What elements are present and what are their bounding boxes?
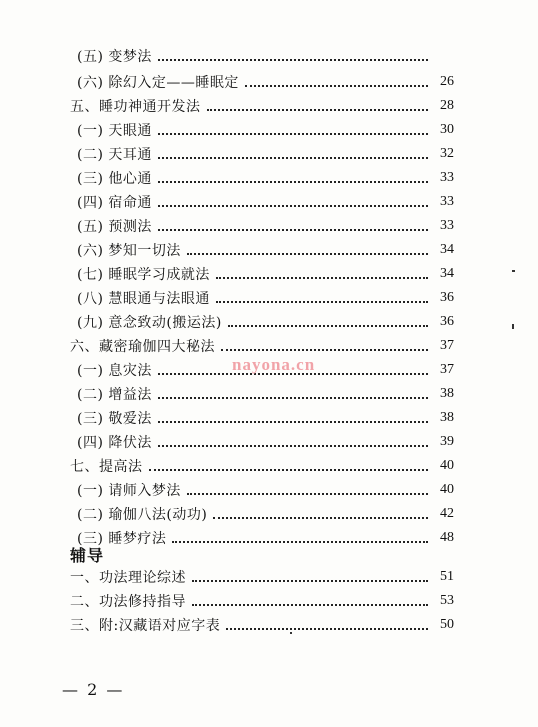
dot-leader (207, 106, 429, 111)
dot-leader (187, 250, 428, 255)
toc-entry-page: 39 (440, 434, 454, 449)
toc-entry (77, 503, 454, 525)
dot-leader (187, 490, 428, 495)
toc-entry-title: (六) 除幻入定——睡眠定 (77, 72, 243, 92)
toc-entry (77, 263, 454, 285)
toc-entry-page: 34 (440, 242, 454, 257)
toc-entry-title: (四) 降伏法 (77, 432, 156, 452)
toc-entry-page: 38 (440, 386, 454, 401)
dot-leader (192, 601, 428, 606)
toc-entry-title: (二) 增益法 (77, 384, 156, 404)
toc-entry-title: (三) 他心通 (77, 168, 156, 188)
dot-leader (158, 226, 428, 231)
dot-leader (158, 178, 428, 183)
toc-entry-page: 48 (440, 530, 454, 545)
toc-entry-title: (六) 梦知一切法 (77, 240, 185, 260)
toc-entry-title: 一、功法理论综述 (70, 567, 190, 587)
toc-entry-page: 36 (440, 290, 454, 305)
toc-entry-page: 53 (440, 593, 454, 608)
dot-leader (172, 538, 428, 543)
toc-entry (77, 527, 454, 549)
dot-leader (158, 418, 428, 423)
toc-entry-page: 30 (440, 122, 454, 137)
toc-entry (77, 383, 454, 405)
toc-appendix-entry (70, 566, 454, 588)
scan-speck (512, 324, 514, 329)
toc-entry-title: (一) 请师入梦法 (77, 480, 185, 500)
toc-entry (77, 191, 454, 213)
toc-entry-title: (三) 敬爱法 (77, 408, 156, 428)
toc-entry-title: 二、功法修持指导 (70, 591, 190, 611)
toc-entry-page: 51 (440, 569, 454, 584)
dot-leader (158, 442, 428, 447)
section-heading: 辅导 (70, 546, 105, 565)
dot-leader (158, 56, 428, 61)
toc-entry (77, 287, 454, 309)
toc-entry (77, 45, 454, 67)
toc-entry (77, 71, 454, 93)
toc-entry (77, 239, 454, 261)
toc-entry-page: 36 (440, 314, 454, 329)
toc-entry-title: (五) 变梦法 (77, 46, 156, 66)
toc-appendix-entry (70, 590, 454, 612)
toc-entry-page: 28 (440, 98, 454, 113)
toc-appendix-entry (70, 614, 454, 636)
dot-leader (149, 466, 429, 471)
toc-entry-page: 33 (440, 194, 454, 209)
dot-leader (158, 130, 428, 135)
toc-entry (70, 455, 454, 477)
toc-entry (77, 215, 454, 237)
toc-entry-title: (五) 预测法 (77, 216, 156, 236)
toc-entry-title: (八) 慧眼通与法眼通 (77, 288, 214, 308)
dot-leader (216, 274, 428, 279)
page-number: — 2 — (62, 680, 125, 699)
toc-entry-page: 37 (440, 338, 454, 353)
toc-entry-title: (二) 天耳通 (77, 144, 156, 164)
toc-entry (77, 143, 454, 165)
dot-leader (158, 394, 428, 399)
dot-leader (158, 154, 428, 159)
toc-entry-title: (九) 意念致动(搬运法) (77, 312, 226, 332)
dot-leader (192, 577, 428, 582)
toc-entry-title: 六、藏密瑜伽四大秘法 (70, 336, 219, 356)
toc-entry-title: (三) 睡梦疗法 (77, 528, 170, 548)
dot-leader (221, 346, 428, 351)
toc-entry-title: (四) 宿命通 (77, 192, 156, 212)
dot-leader (228, 322, 428, 327)
dot-leader (245, 82, 428, 87)
toc-entry (70, 335, 454, 357)
toc-entry-page: 42 (440, 506, 454, 521)
toc-entry-title: 三、附:汉藏语对应字表 (70, 615, 224, 635)
toc-entry-title: (一) 天眼通 (77, 120, 156, 140)
toc-entry-title: (二) 瑜伽八法(动功) (77, 504, 211, 524)
toc-entry-page: 34 (440, 266, 454, 281)
toc-entry-title: 七、提高法 (70, 456, 147, 476)
dot-leader (226, 625, 428, 630)
toc-entry (77, 431, 454, 453)
toc-entry-page: 33 (440, 218, 454, 233)
toc-entry (77, 167, 454, 189)
toc-entry (77, 311, 454, 333)
toc-entry-page: 40 (440, 482, 454, 497)
toc-entry-page: 26 (440, 74, 454, 89)
watermark: nayona.cn (232, 355, 316, 374)
toc-entry (77, 119, 454, 141)
toc-entry (77, 407, 454, 429)
toc-entry-page: 40 (440, 458, 454, 473)
toc-entry (77, 479, 454, 501)
toc-entry-title: (七) 睡眠学习成就法 (77, 264, 214, 284)
dot-leader (213, 514, 428, 519)
toc-entry-title: (一) 息灾法 (77, 360, 156, 380)
toc-entry-title: 五、睡功神通开发法 (70, 96, 205, 116)
toc-entry-page: 38 (440, 410, 454, 425)
toc-entry-page: 33 (440, 170, 454, 185)
toc-entry-page: 50 (440, 617, 454, 632)
toc-entry-page: 37 (440, 362, 454, 377)
toc-entry-page: 32 (440, 146, 454, 161)
dot-leader (158, 202, 428, 207)
toc-entry (70, 95, 454, 117)
scan-speck (290, 632, 292, 634)
dot-leader (216, 298, 428, 303)
scan-speck (512, 270, 515, 272)
